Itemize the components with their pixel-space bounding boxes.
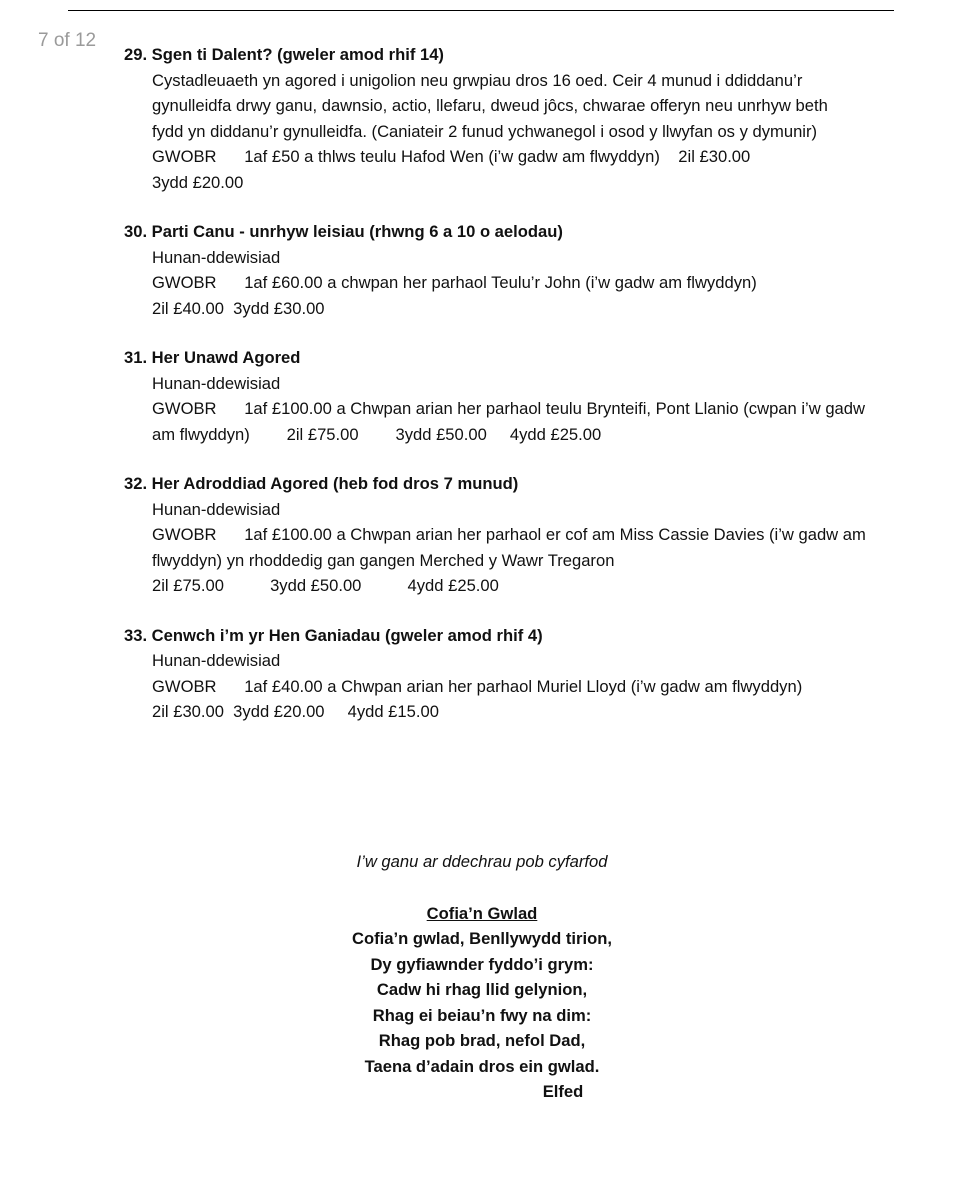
entry-body — [124, 648, 904, 725]
prize-line: 2il £40.00 3ydd £30.00 — [152, 298, 325, 318]
entry-line: Hunan-ddewisiad — [152, 499, 281, 519]
entry-body — [124, 371, 904, 448]
prize-line: GWOBR 1af £60.00 a chwpan her parhaol Teulu’r John (i’w gadw am flwyddyn) — [152, 273, 757, 292]
prize-line: GWOBR 1af £100.00 a Chwpan arian her parhaol teulu Brynteifi, Pont Llanio (cwpan i’w gadw — [152, 399, 865, 418]
prize-line: GWOBR 1af £50 a thlws teulu Hafod Wen (i’w gadw am flwyddyn) 2il £30.00 — [152, 147, 751, 166]
competition-entry-31 — [124, 345, 904, 447]
prize-line: 2il £30.00 3ydd £20.00 4ydd £15.00 — [152, 702, 439, 721]
entry-line: gynulleidfa drwy ganu, dawnsio, actio, llefaru, dweud jôcs, chwarae offeryn neu unrhyw beth — [152, 96, 828, 115]
anthem-verse — [0, 849, 964, 1105]
prize-line: GWOBR 1af £40.00 a Chwpan arian her parhaol Muriel Lloyd (i’w gadw am flwyddyn) — [152, 676, 803, 696]
entry-line: Hunan-ddewisiad — [152, 247, 281, 267]
entry-line: Hunan-ddewisiad — [152, 651, 281, 670]
prize-line: 3ydd £20.00 — [152, 172, 244, 192]
verse-line: Rhag pob brad, nefol Dad, — [378, 1031, 586, 1050]
prize-line: 2il £75.00 3ydd £50.00 4ydd £25.00 — [152, 576, 499, 595]
entry-title: 30. Parti Canu - unrhyw leisiau (rhwng 6 a 10 o aelodau) — [124, 222, 563, 241]
verse-title: Cofia’n Gwlad — [426, 903, 538, 923]
prize-line: am flwyddyn) 2il £75.00 3ydd £50.00 4ydd £25.00 — [152, 424, 602, 444]
verse-line: Cofia’n gwlad, Benllywydd tirion, — [352, 929, 612, 948]
entry-title: 29. Sgen ti Dalent? (gweler amod rhif 14) — [124, 45, 444, 64]
page-indicator: 7 of 12 — [38, 30, 97, 51]
competition-entry-32 — [124, 471, 904, 599]
entry-body — [124, 497, 904, 599]
verse-line: Cadw hi rhag llid gelynion, — [376, 980, 588, 999]
verse-author: Elfed — [542, 1082, 584, 1101]
competition-entry-29 — [124, 42, 904, 195]
prize-line: flwyddyn) yn rhoddedig gan gangen Merched y Wawr Tregaron — [152, 550, 615, 570]
entry-title: 33. Cenwch i’m yr Hen Ganiadau (gweler amod rhif 4) — [124, 625, 543, 645]
entry-body — [124, 245, 904, 322]
entry-line: Hunan-ddewisiad — [152, 373, 281, 393]
entry-title: 32. Her Adroddiad Agored (heb fod dros 7 munud) — [124, 474, 519, 493]
competition-list — [124, 42, 904, 749]
entry-body — [124, 68, 904, 196]
entry-title: 31. Her Unawd Agored — [124, 348, 301, 367]
verse-line: Dy gyfiawnder fyddo’i grym: — [370, 954, 594, 974]
prize-line: GWOBR 1af £100.00 a Chwpan arian her parhaol er cof am Miss Cassie Davies (i’w gadw am — [152, 525, 866, 544]
verse-intro: I’w ganu ar ddechrau pob cyfarfod — [356, 852, 608, 871]
top-divider — [68, 0, 894, 11]
entry-line: fydd yn diddanu’r gynulleidfa. (Caniateir 2 funud ychwanegol i osod y llwyfan os y dymunir) — [152, 121, 818, 141]
competition-entry-33 — [124, 623, 904, 725]
verse-line: Rhag ei beiau’n fwy na dim: — [372, 1005, 592, 1025]
competition-entry-30 — [124, 219, 904, 321]
entry-line: Cystadleuaeth yn agored i unigolion neu grwpiau dros 16 oed. Ceir 4 munud i ddiddanu’r — [152, 70, 803, 90]
verse-line: Taena d’adain dros ein gwlad. — [364, 1056, 600, 1076]
